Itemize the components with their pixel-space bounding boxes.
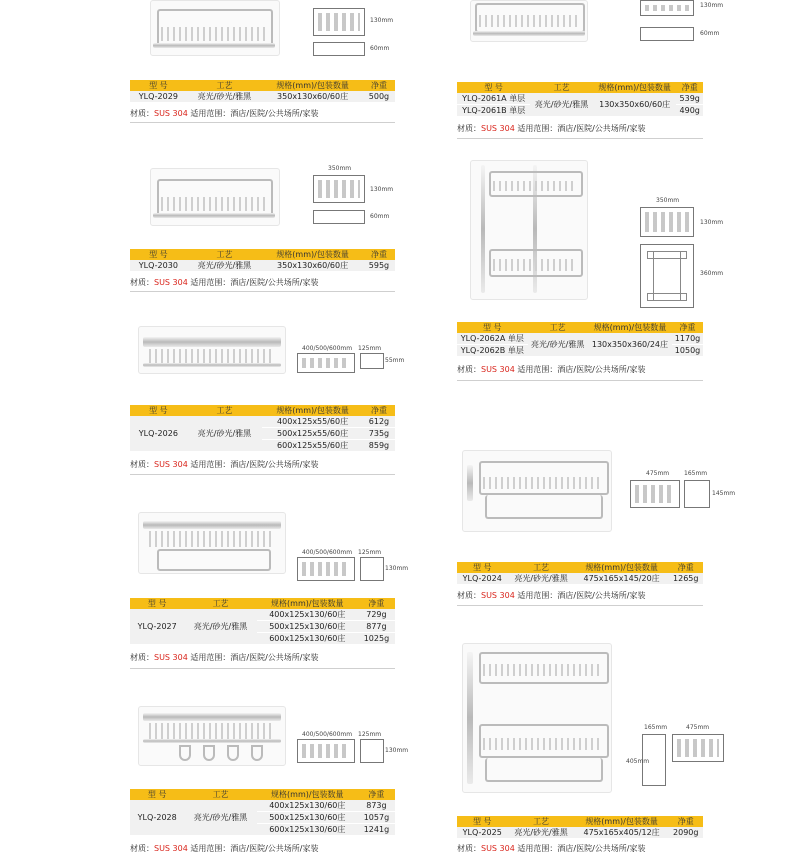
- product-photo: [470, 0, 588, 42]
- dim-label: 55mm: [385, 357, 405, 364]
- material-line: [130, 843, 318, 854]
- side-view-drawing: [640, 27, 694, 41]
- header-model: 型 号: [130, 405, 187, 416]
- dim-label: 405mm: [626, 758, 650, 765]
- header-craft: 工艺: [530, 82, 593, 93]
- front-view-drawing: [640, 0, 694, 16]
- dim-label: 400/500/600mm: [302, 549, 353, 556]
- dim-label: 145mm: [712, 490, 736, 497]
- spec-cell: 130x350x360/24庄: [588, 333, 672, 357]
- spec-table: [130, 789, 395, 836]
- divider: [130, 291, 395, 292]
- spec-cell: 475x165x145/20庄: [575, 573, 669, 585]
- header-weight: 净重: [363, 405, 395, 416]
- dim-label: 125mm: [358, 549, 382, 556]
- header-model: 型 号: [130, 80, 187, 91]
- model-cell: YLQ-2062B 单层: [457, 345, 528, 357]
- header-craft: 工艺: [507, 562, 574, 573]
- dim-label: 360mm: [700, 270, 724, 277]
- usage-text: 适用范围：酒店/医院/公共场所/家装: [190, 278, 319, 287]
- side-view-drawing: [360, 353, 384, 369]
- spec-cell: 130x350x60/60庄: [593, 93, 677, 117]
- weight-cell: 1265g: [669, 573, 704, 585]
- side-view-drawing: [360, 739, 384, 763]
- front-view-drawing: [297, 739, 355, 763]
- header-spec: 规格(mm)/包装数量: [262, 405, 363, 416]
- material-label: 材质：: [130, 109, 154, 118]
- product-photo: [150, 0, 280, 56]
- front-view-drawing: [313, 8, 365, 36]
- header-model: 型 号: [457, 82, 530, 93]
- dim-label: 60mm: [370, 45, 390, 52]
- material-value: SUS 304: [481, 844, 515, 853]
- header-weight: 净重: [672, 322, 703, 333]
- product-photo: [462, 643, 612, 793]
- usage-text: 适用范围：酒店/医院/公共场所/家装: [517, 124, 646, 133]
- header-craft: 工艺: [187, 249, 263, 260]
- header-weight: 净重: [669, 816, 704, 827]
- model-cell: YLQ-2024: [457, 573, 507, 585]
- dim-label: 350mm: [328, 165, 352, 172]
- header-model: 型 号: [457, 322, 528, 333]
- header-spec: 规格(mm)/包装数量: [575, 816, 669, 827]
- craft-cell: 亮光/砂光/雅黑: [528, 333, 588, 357]
- usage-text: 适用范围：酒店/医院/公共场所/家装: [517, 365, 646, 374]
- front-view-drawing: [313, 175, 365, 203]
- weight-cell: 490g: [676, 105, 703, 117]
- spec-cell: 600x125x55/60庄: [262, 440, 363, 452]
- material-value: SUS 304: [154, 278, 188, 287]
- header-spec: 规格(mm)/包装数量: [257, 598, 358, 609]
- header-spec: 规格(mm)/包装数量: [262, 80, 363, 91]
- weight-cell: 595g: [363, 260, 395, 272]
- material-line: [457, 590, 645, 601]
- dim-label: 130mm: [700, 2, 724, 9]
- model-cell: YLQ-2025: [457, 827, 507, 839]
- header-model: 型 号: [457, 562, 507, 573]
- spec-cell: 500x125x130/60庄: [257, 812, 358, 824]
- dim-label: 130mm: [370, 186, 394, 193]
- header-model: 型 号: [130, 598, 184, 609]
- model-cell: YLQ-2062A 单层: [457, 333, 528, 345]
- material-value: SUS 304: [481, 591, 515, 600]
- header-craft: 工艺: [184, 598, 256, 609]
- product-photo: [138, 326, 286, 374]
- side-view-drawing: [360, 557, 384, 581]
- header-weight: 净重: [676, 82, 703, 93]
- spec-table: [457, 562, 703, 585]
- craft-cell: 亮光/砂光/雅黑: [187, 91, 263, 103]
- spec-table: [457, 322, 703, 357]
- material-value: SUS 304: [154, 844, 188, 853]
- spec-table: [130, 249, 395, 272]
- spec-cell: 400x125x130/60庄: [257, 800, 358, 812]
- craft-cell: 亮光/砂光/雅黑: [507, 573, 574, 585]
- header-model: 型 号: [130, 249, 187, 260]
- model-cell: YLQ-2026: [130, 416, 187, 452]
- spec-cell: 475x165x405/12庄: [575, 827, 669, 839]
- header-weight: 净重: [669, 562, 704, 573]
- spec-cell: 350x130x60/60庄: [262, 260, 363, 272]
- usage-text: 适用范围：酒店/医院/公共场所/家装: [190, 460, 319, 469]
- dim-label: 400/500/600mm: [302, 731, 353, 738]
- weight-cell: 539g: [676, 93, 703, 105]
- spec-table: [130, 80, 395, 103]
- material-line: [130, 108, 318, 119]
- dim-label: 60mm: [700, 30, 720, 37]
- weight-cell: 2090g: [669, 827, 704, 839]
- header-spec: 规格(mm)/包装数量: [575, 562, 669, 573]
- divider: [130, 668, 395, 669]
- dim-label: 350mm: [656, 197, 680, 204]
- craft-cell: 亮光/砂光/雅黑: [187, 416, 263, 452]
- weight-cell: 1057g: [358, 812, 395, 824]
- weight-cell: 1050g: [672, 345, 703, 357]
- usage-text: 适用范围：酒店/医院/公共场所/家装: [517, 844, 646, 853]
- craft-cell: 亮光/砂光/雅黑: [530, 93, 593, 117]
- header-spec: 规格(mm)/包装数量: [257, 789, 358, 800]
- spec-table: [457, 82, 703, 117]
- spec-cell: 500x125x55/60庄: [262, 428, 363, 440]
- front-view-drawing: [297, 557, 355, 581]
- header-weight: 净重: [363, 249, 395, 260]
- divider: [457, 138, 703, 139]
- material-line: [130, 459, 318, 470]
- header-craft: 工艺: [528, 322, 588, 333]
- spec-table: [130, 405, 395, 452]
- spec-cell: 500x125x130/60庄: [257, 621, 358, 633]
- craft-cell: 亮光/砂光/雅黑: [507, 827, 574, 839]
- dim-label: 130mm: [700, 219, 724, 226]
- usage-text: 适用范围：酒店/医院/公共场所/家装: [190, 109, 319, 118]
- product-photo: [150, 168, 280, 226]
- usage-text: 适用范围：酒店/医院/公共场所/家装: [190, 653, 319, 662]
- side-view-drawing: [640, 244, 694, 308]
- weight-cell: 500g: [363, 91, 395, 103]
- craft-cell: 亮光/砂光/雅黑: [187, 260, 263, 272]
- material-value: SUS 304: [481, 124, 515, 133]
- divider: [130, 122, 395, 123]
- weight-cell: 1170g: [672, 333, 703, 345]
- dim-label: 130mm: [385, 565, 409, 572]
- weight-cell: 729g: [358, 609, 395, 621]
- header-spec: 规格(mm)/包装数量: [262, 249, 363, 260]
- weight-cell: 859g: [363, 440, 395, 452]
- spec-table: [130, 598, 395, 645]
- dim-label: 165mm: [644, 724, 668, 731]
- header-weight: 净重: [358, 598, 395, 609]
- dim-label: 165mm: [684, 470, 708, 477]
- model-cell: YLQ-2061A 单层: [457, 93, 530, 105]
- material-label: 材质：: [457, 844, 481, 853]
- material-line: [457, 364, 645, 375]
- dim-label: 60mm: [370, 213, 390, 220]
- product-photo: [470, 160, 588, 300]
- material-line: [130, 277, 318, 288]
- model-cell: YLQ-2030: [130, 260, 187, 272]
- model-cell: YLQ-2061B 单层: [457, 105, 530, 117]
- header-spec: 规格(mm)/包装数量: [593, 82, 677, 93]
- material-line: [457, 843, 645, 854]
- front-view-drawing: [672, 734, 724, 762]
- front-view-drawing: [640, 207, 694, 237]
- material-label: 材质：: [130, 653, 154, 662]
- header-model: 型 号: [130, 789, 184, 800]
- weight-cell: 735g: [363, 428, 395, 440]
- side-view-drawing: [313, 42, 365, 56]
- header-weight: 净重: [363, 80, 395, 91]
- usage-text: 适用范围：酒店/医院/公共场所/家装: [517, 591, 646, 600]
- header-model: 型 号: [457, 816, 507, 827]
- side-view-drawing: [313, 210, 365, 224]
- spec-cell: 400x125x55/60庄: [262, 416, 363, 428]
- model-cell: YLQ-2028: [130, 800, 184, 836]
- dim-label: 475mm: [646, 470, 670, 477]
- header-craft: 工艺: [184, 789, 256, 800]
- material-label: 材质：: [457, 124, 481, 133]
- dim-label: 475mm: [686, 724, 710, 731]
- side-view-drawing: [684, 480, 710, 508]
- front-view-drawing: [630, 480, 680, 508]
- dim-label: 130mm: [370, 17, 394, 24]
- product-photo: [138, 512, 286, 574]
- header-craft: 工艺: [187, 80, 263, 91]
- material-label: 材质：: [130, 844, 154, 853]
- spec-cell: 350x130x60/60庄: [262, 91, 363, 103]
- material-label: 材质：: [457, 365, 481, 374]
- material-value: SUS 304: [154, 653, 188, 662]
- spec-cell: 400x125x130/60庄: [257, 609, 358, 621]
- dim-label: 125mm: [358, 731, 382, 738]
- dim-label: 400/500/600mm: [302, 345, 353, 352]
- usage-text: 适用范围：酒店/医院/公共场所/家装: [190, 844, 319, 853]
- model-cell: YLQ-2029: [130, 91, 187, 103]
- weight-cell: 877g: [358, 621, 395, 633]
- material-value: SUS 304: [481, 365, 515, 374]
- dim-label: 130mm: [385, 747, 409, 754]
- material-value: SUS 304: [154, 460, 188, 469]
- craft-cell: 亮光/砂光/雅黑: [184, 800, 256, 836]
- material-label: 材质：: [130, 460, 154, 469]
- weight-cell: 612g: [363, 416, 395, 428]
- material-value: SUS 304: [154, 109, 188, 118]
- divider: [457, 605, 703, 606]
- header-craft: 工艺: [187, 405, 263, 416]
- weight-cell: 873g: [358, 800, 395, 812]
- header-weight: 净重: [358, 789, 395, 800]
- divider: [130, 474, 395, 475]
- product-photo: [462, 450, 612, 532]
- material-line: [457, 123, 645, 134]
- material-label: 材质：: [130, 278, 154, 287]
- craft-cell: 亮光/砂光/雅黑: [184, 609, 256, 645]
- material-line: [130, 652, 318, 663]
- spec-table: [457, 816, 703, 839]
- front-view-drawing: [297, 353, 355, 373]
- header-craft: 工艺: [507, 816, 574, 827]
- weight-cell: 1241g: [358, 824, 395, 836]
- spec-cell: 600x125x130/60庄: [257, 824, 358, 836]
- weight-cell: 1025g: [358, 633, 395, 645]
- header-spec: 规格(mm)/包装数量: [588, 322, 672, 333]
- dim-label: 125mm: [358, 345, 382, 352]
- model-cell: YLQ-2027: [130, 609, 184, 645]
- divider: [457, 380, 703, 381]
- material-label: 材质：: [457, 591, 481, 600]
- spec-cell: 600x125x130/60庄: [257, 633, 358, 645]
- product-photo: [138, 706, 286, 766]
